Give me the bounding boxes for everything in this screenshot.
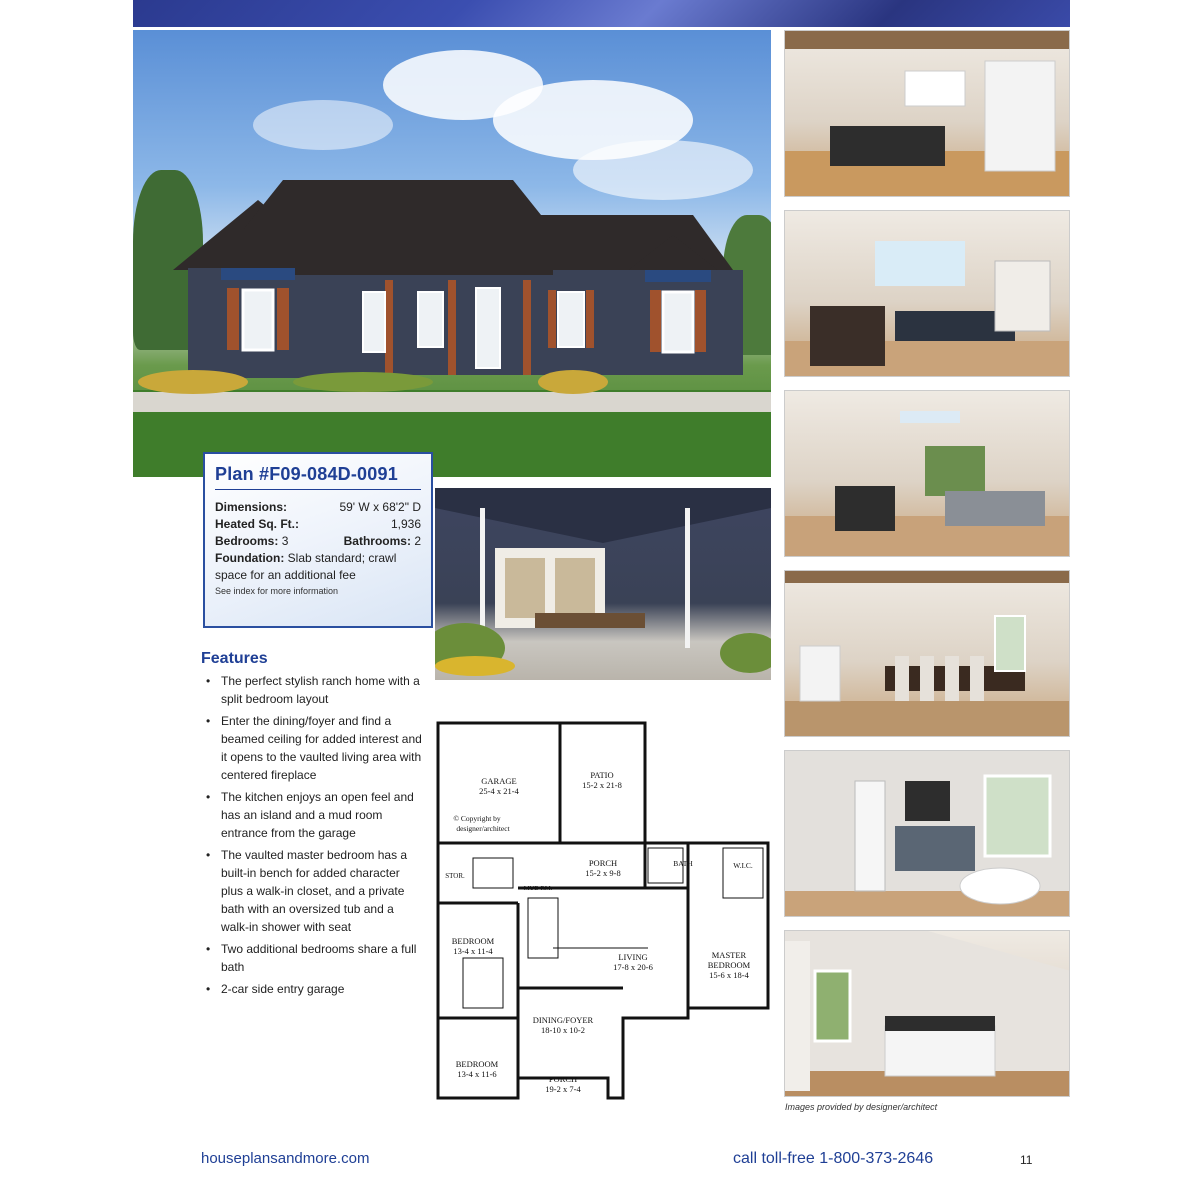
feature-item: • The vaulted master bedroom has a built-in bench for added character plus a walk-in closet, and a private bath with an oversized tub and a walk-in shower with seat — [204, 846, 424, 936]
master-label: MASTER — [711, 950, 747, 960]
master-dim: 15-6 x 18-4 — [709, 970, 749, 980]
features-heading: Features — [201, 650, 268, 667]
feature-item: • The kitchen enjoys an open feel and has an island and a mud room entrance from the garage — [204, 788, 424, 842]
master-bath-photo — [784, 750, 1070, 917]
bedrooms-value: 3 — [281, 534, 289, 548]
bath-label: BATH — [673, 859, 693, 868]
patio-label: PATIO — [590, 770, 614, 780]
bathrooms-label: Bathrooms: — [343, 534, 411, 548]
plan-info-box — [203, 452, 433, 628]
front-porch-dim: 19-2 x 7-4 — [545, 1084, 581, 1094]
patio-dim: 15-2 x 21-8 — [582, 780, 622, 790]
plan-title-rule — [215, 489, 421, 490]
rear-porch-label: PORCH — [588, 858, 618, 868]
feature-item: • 2-car side entry garage — [204, 980, 424, 998]
patio-photo — [435, 488, 771, 680]
master-bedroom-label: BEDROOM — [707, 960, 751, 970]
rear-porch-dim: 15-2 x 9-8 — [585, 868, 621, 878]
open-living-photo — [784, 390, 1070, 557]
bed-bath-row — [215, 533, 421, 550]
feature-item: • Two additional bedrooms share a full bath — [204, 940, 424, 976]
copyright-line-1: © Copyright by — [453, 814, 501, 823]
dining-foyer-label: DINING/FOYER — [532, 1015, 594, 1025]
front-porch-label: PORCH — [548, 1074, 578, 1084]
bedroom-1-label: BEDROOM — [451, 936, 495, 946]
heated-sqft-row — [215, 516, 421, 533]
features-list — [204, 672, 424, 1002]
dining-photo — [784, 570, 1070, 737]
exterior-rendering — [133, 30, 771, 477]
floor-plan — [433, 718, 778, 1110]
dimensions-label: Dimensions: — [215, 500, 288, 514]
garage-dim: 25-4 x 21-4 — [479, 786, 519, 796]
photo-credit: Images provided by designer/architect — [785, 1102, 938, 1112]
house-illustration — [133, 30, 771, 477]
foundation-label: Foundation: — [215, 551, 285, 565]
footer-website-link[interactable]: houseplansandmore.com — [201, 1150, 370, 1167]
living-dim: 17-8 x 20-6 — [613, 962, 653, 972]
bedroom-2-dim: 13-4 x 11-6 — [457, 1069, 497, 1079]
living-kitchen-photo — [784, 210, 1070, 377]
copyright-line-2: designer/architect — [456, 824, 510, 833]
plan-title: Plan #F09-084D-0091 — [215, 464, 398, 484]
bedroom-photo — [784, 930, 1070, 1097]
heated-sqft-value: 1,936 — [390, 517, 421, 531]
top-banner — [133, 0, 1070, 27]
bedrooms-label: Bedrooms: — [215, 534, 279, 548]
kitchen-photo — [784, 30, 1070, 197]
heated-sqft-label: Heated Sq. Ft.: — [215, 517, 300, 531]
wic-label: W.I.C. — [733, 861, 753, 870]
mudroom-label: MUD RM. — [523, 885, 553, 892]
index-note: See index for more information — [215, 586, 339, 596]
bathrooms-value: 2 — [414, 534, 421, 548]
feature-item: • The perfect stylish ranch home with a split bedroom layout — [204, 672, 424, 708]
footer-phone: call toll-free 1-800-373-2646 — [733, 1150, 934, 1167]
bedroom-1-dim: 13-4 x 11-4 — [453, 946, 493, 956]
foundation-value: Slab standard; crawl space for an additional fee — [215, 551, 397, 582]
foundation-row — [215, 550, 421, 584]
bedroom-2-label: BEDROOM — [455, 1059, 499, 1069]
garage-label: GARAGE — [481, 776, 517, 786]
dining-foyer-dim: 18-10 x 10-2 — [541, 1025, 585, 1035]
dimensions-value: 59' W x 68'2" D — [339, 500, 421, 514]
storage-label: STOR. — [445, 872, 465, 880]
page-number: 11 — [1020, 1153, 1033, 1167]
dimensions-row — [215, 499, 421, 516]
feature-item: • Enter the dining/foyer and find a beamed ceiling for added interest and it opens to the vaulted living area with centered fireplace — [204, 712, 424, 784]
living-label: LIVING — [618, 952, 648, 962]
